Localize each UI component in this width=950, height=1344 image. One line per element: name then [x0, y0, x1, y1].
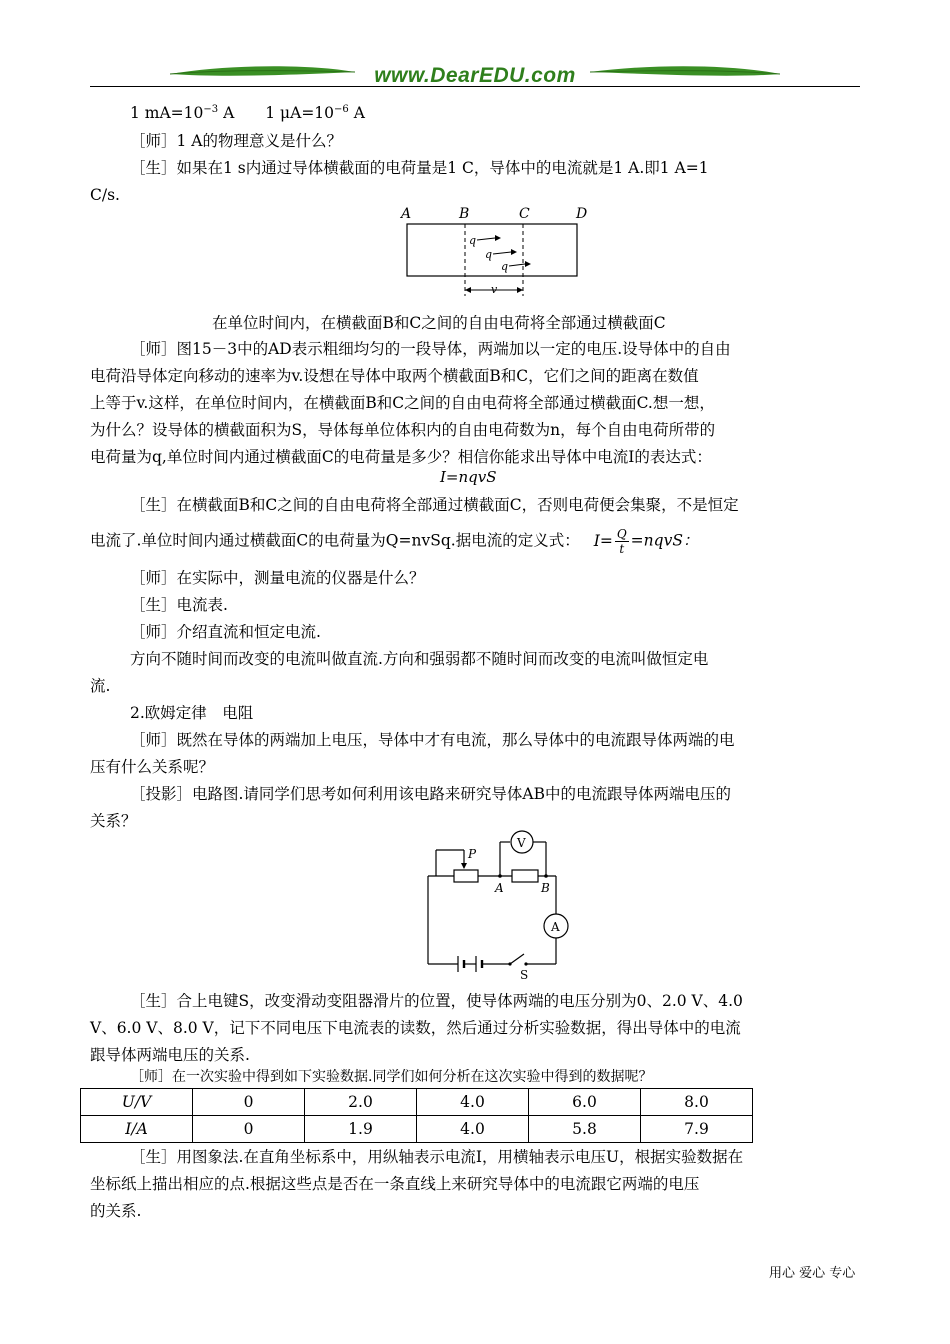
- circuit-diagram: [420, 828, 590, 980]
- table-row: [81, 1089, 753, 1116]
- para-4-line-1: ［生］用图象法.在直角坐标系中，用纵轴表示电流I，用横轴表示电压U，根据实验数据在: [130, 1148, 744, 1166]
- span-label: v: [491, 283, 498, 296]
- experiment-data-table: [80, 1088, 753, 1143]
- teacher-line-3: ［师］介绍直流和恒定电流.: [130, 623, 321, 641]
- point-a-label: A: [495, 881, 504, 895]
- student-line-1-cont: C/s.: [90, 186, 120, 204]
- definition-line-1: 方向不随时间而改变的电流叫做直流.方向和强弱都不随时间而改变的电流叫做恒定电: [130, 650, 709, 668]
- section-heading-ohm: 2.欧姆定律 电阻: [130, 704, 254, 722]
- label-b: B: [459, 206, 470, 222]
- charge-2: q: [485, 248, 493, 261]
- projection-line-2: 关系？: [90, 812, 137, 830]
- para-1-line-4: 为什么？设导体的横截面积为S，导体每单位体积内的自由电荷数为n，每个自由电荷所带的: [90, 421, 716, 439]
- definition-line-2: 流.: [90, 677, 111, 695]
- para-3-line-1: ［生］合上电键S，改变滑动变阻器滑片的位置，使导体两端的电压分别为0、2.0 V、4.0: [130, 992, 743, 1010]
- table-cell: 5.8: [529, 1116, 641, 1143]
- teacher-line-2: ［师］在实际中，测量电流的仪器是什么？: [130, 569, 425, 587]
- slider-label: P: [468, 847, 477, 861]
- charge-1: q: [469, 234, 477, 247]
- row-label-current: I/A: [81, 1116, 193, 1143]
- resistor-ab: [512, 870, 538, 882]
- table-cell: 1.9: [305, 1116, 417, 1143]
- formula-current: I=nqvS: [440, 468, 497, 486]
- para-2-line-2: 电流了.单位时间内通过横截面C的电荷量为Q=nvSq.据电流的定义式： I= $\frac{Q}{t}$ =nqvS：: [90, 527, 699, 556]
- table-cell: 0: [193, 1089, 305, 1116]
- formula-fraction: $\frac{Q}{t}$: [616, 527, 627, 556]
- rheostat: [454, 870, 478, 882]
- student-line-2: ［生］电流表.: [130, 596, 228, 614]
- para-1-line-3: 上等于v.这样，在单位时间内，在横截面B和C之间的自由电荷将全部通过横截面C.想一想，: [90, 394, 715, 412]
- para-2-line-1: ［生］在横截面B和C之间的自由电荷将全部通过横截面C，否则电荷便会集聚，不是恒定: [130, 496, 739, 514]
- para-1-line-1: ［师］图15－3中的AD表示粗细均匀的一段导体，两端加以一定的电压.设导体中的自由: [130, 340, 731, 358]
- label-c: C: [519, 206, 530, 222]
- label-a: A: [401, 206, 412, 222]
- table-cell: 7.9: [641, 1116, 753, 1143]
- label-d: D: [576, 206, 588, 222]
- table-cell: 4.0: [417, 1116, 529, 1143]
- footer-motto: 用心 爱心 专心: [769, 1266, 856, 1281]
- header-rule: [90, 86, 860, 87]
- table-row: [81, 1116, 753, 1143]
- table-cell: 6.0: [529, 1089, 641, 1116]
- table-cell: 4.0: [417, 1089, 529, 1116]
- table-cell: 2.0: [305, 1089, 417, 1116]
- voltmeter-label: V: [517, 836, 526, 850]
- table-cell: 8.0: [641, 1089, 753, 1116]
- teacher-line-1: ［师］1 A的物理意义是什么？: [130, 132, 342, 150]
- figure-caption: 在单位时间内，在横截面B和C之间的自由电荷将全部通过横截面C: [212, 314, 666, 332]
- point-b-label: B: [541, 881, 550, 895]
- table-cell: 0: [193, 1116, 305, 1143]
- row-label-voltage: U/V: [81, 1089, 193, 1116]
- switch-label: S: [520, 968, 529, 980]
- teacher-line-4-cont: 压有什么关系呢？: [90, 758, 215, 776]
- para-3-line-3: 跟导体两端电压的关系.: [90, 1046, 250, 1064]
- header-site-name: www.DearEDU.com: [374, 64, 576, 87]
- teacher-line-5: ［师］在一次实验中得到如下实验数据.同学们如何分析在这次实验中得到的数据呢？: [130, 1069, 653, 1085]
- para-4-line-3: 的关系.: [90, 1202, 142, 1220]
- para-3-line-2: V、6.0 V、8.0 V，记下不同电压下电流表的读数，然后通过分析实验数据，得出导体中的电流: [90, 1019, 741, 1037]
- units-line: 1 $mA=10^{-3}$ A 1 $\mu A=10^{-6}$ A: [130, 104, 365, 122]
- ammeter-label: A: [551, 920, 560, 934]
- para-1-line-5: 电荷量为q,单位时间内通过横截面C的电荷量是多少？相信你能求出导体中电流I的表达式：: [90, 448, 712, 466]
- projection-line-1: ［投影］电路图.请同学们思考如何利用该电路来研究导体AB中的电流跟导体两端电压的: [130, 785, 732, 803]
- charge-3: q: [501, 260, 509, 273]
- switch-blade: [510, 954, 524, 964]
- teacher-line-4: ［师］既然在导体的两端加上电压，导体中才有电流，那么导体中的电流跟导体两端的电: [130, 731, 735, 749]
- conductor-figure: [395, 200, 605, 300]
- para-4-line-2: 坐标纸上描出相应的点.根据这些点是否在一条直线上来研究导体中的电流跟它两端的电压: [90, 1175, 700, 1193]
- student-line-1: ［生］如果在1 s内通过导体横截面的电荷量是1 C，导体中的电流就是1 A.即1 A=1: [130, 159, 709, 177]
- para-1-line-2: 电荷沿导体定向移动的速率为v.设想在导体中取两个横截面B和C，它们之间的距离在数值: [90, 367, 699, 385]
